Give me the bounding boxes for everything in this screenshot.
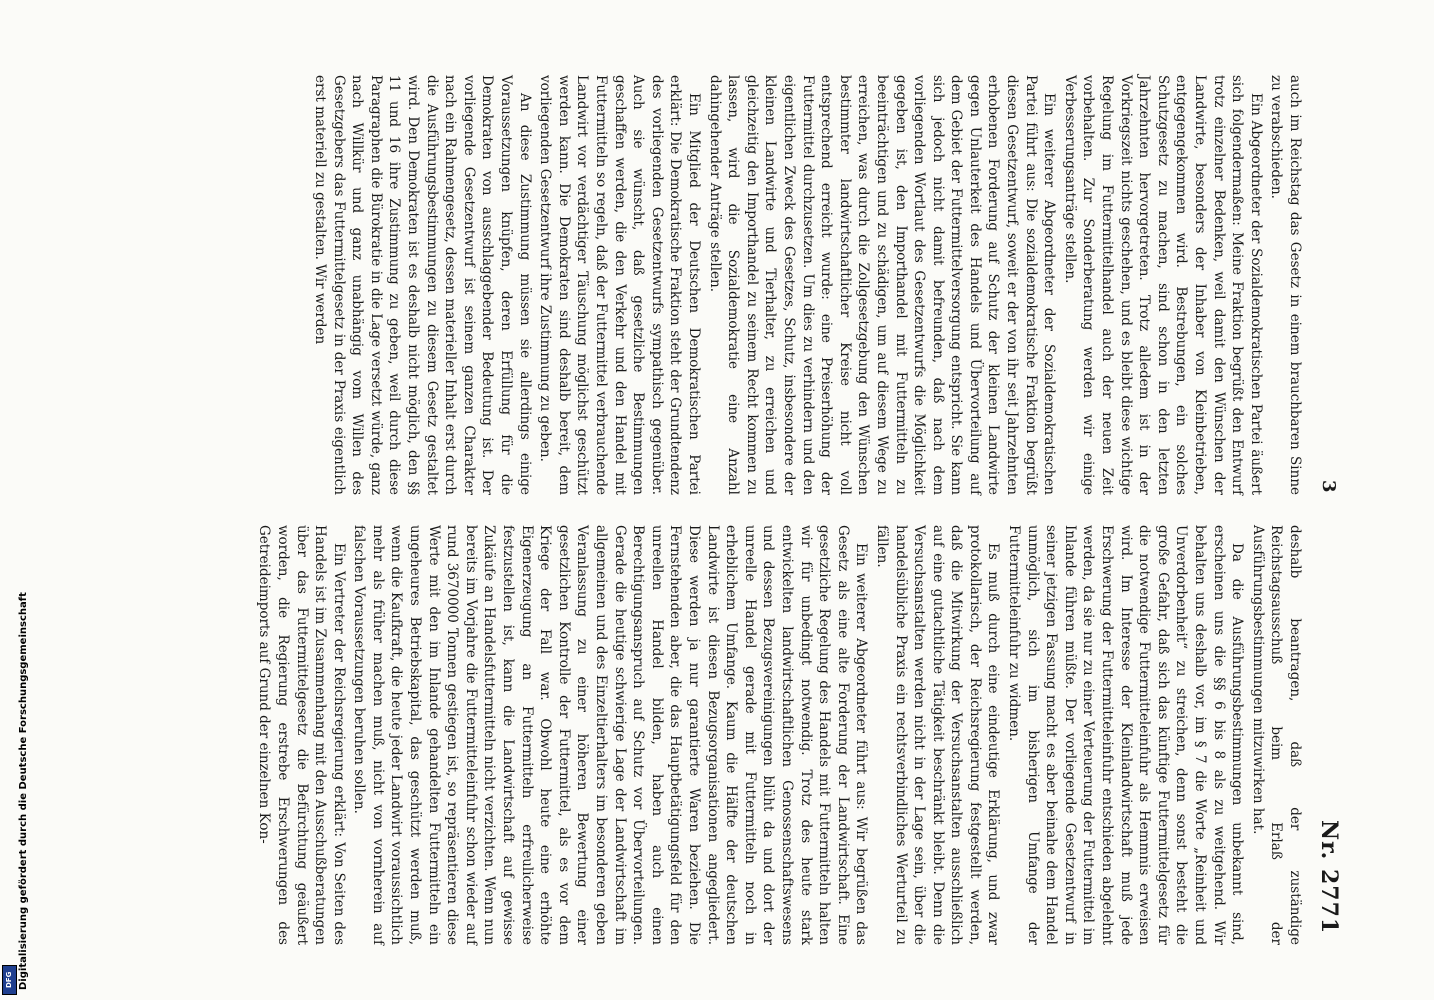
paragraph: Ein Mitglied der Deutschen Demokratischen Partei erklärt: Die Demokratische Fraktion steht der Grundtendenz des vorliegenden Gesetzentwurfs sympathisch gegenüber. Auch sie wünscht, daß gesetzliche Bestimmungen geschaffen werden, die den Verkehr und den Handel mit Futtermitteln so regeln, daß der Futtermittel verbrauchende Landwirt vor verdächtiger Täuschung möglichst geschützt werden kann. Die Demokraten sind deshalb bereit, dem vorliegenden Gesetzentwurf ihre Zustimmung zu geben. — [537, 75, 702, 495]
paragraph: Ein Abgeordneter der Sozialdemokratischen Partei äußert sich folgendermaßen: Meine Fraktion begrüßt den Entwurf trotz einzelner Bedenken, weil damit den Wünschen der Landwirte, besonders der Inhaber von Kleinbetrieben, entgegengekommen wird. Bestrebungen, ein solches Schutzgesetz zu machen, sind schon in den letzten Jahrzehnten hervorgetreten. Trotz alledem ist in der Vorkriegszeit nichts geschehen, und es bleibt diese wichtige Regelung im Futtermittelhandel auch der neuen Zeit vorbehalten. Zur Sonderberatung werden wir einige Verbesserungsanträge stellen. — [1061, 75, 1264, 495]
paragraph: An diese Zustimmung müssen sie allerdings einige Voraussetzungen knüpfen, deren Erfüllung für die Demokraten von ausschlaggebender Bedeutung ist. Der vorliegende Gesetzentwurf ist seinem ganzen Charakter nach ein Rahmengesetz, dessen materieller Inhalt erst durch die Ausführungsbestimmungen zu diesem Gesetz gestaltet wird. Den Demokraten ist es deshalb nicht möglich, den §§ 11 und 16 ihre Zustimmung zu geben, weil durch diese Paragraphen die Bürokratie in die Lage versetzt würde, ganz nach Willkür und ganz unabhängig vom Willen des Gesetzgebers das Futtermittelgesetz in der Praxis eigentlich erst materiell zu gestalten. Wir werden — [312, 75, 533, 495]
page-number: 3 — [1318, 480, 1339, 493]
paragraph: Ein Vertreter der Reichsregierung erklärt: Von Seiten des Handels ist im Zusammenhang mit den Ausschußberatungen über das Futtermittelgesetz die Befürchtung geäußert worden, die Regierung erstrebe Erschwerungen des Getreideimports auf Grund der einzelnen Kon- — [256, 525, 347, 945]
digitization-footer — [0, 0, 30, 1000]
drucksache-number: Nr. 2771 — [1316, 820, 1342, 935]
left-column — [309, 75, 1304, 495]
paragraph: Ein weiterer Abgeordneter führt aus: Wir begrüßen das Gesetz als eine alte Forderung der Landwirtschaft. Eine gesetzliche Regelung des Handels mit Futtermitteln halten wir für unbedingt notwendig. Trotz des heute stark entwickelten landwirtschaftlichen Genossenschaftswesens und dessen Bezugsvereinigungen blüht da und dort der unreelle Handel gerade mit Futtermitteln noch in erheblichem Umfange. Kaum die Hälfte der deutschen Landwirte ist diesen Bezugsorganisationen angegliedert. Diese werden ja nur garantierte Waren beziehen. Die Fernstehenden aber, die das Hauptbetätigungsfeld für den unreellen Handel bilden, haben auch einen Berechtigungsanspruch auf Schutz vor Übervorteilungen. Gerade die heutige schwierige Lage der Landwirtschaft im allgemeinen und des Einzeltierhalters im besonderen geben Veranlassung zu einer höheren Bewertung einer gesetzlichen Kontrolle der Futtermittel, als es vor dem Kriege der Fall war. Obwohl heute eine erhöhte Eigenerzeugung an Futtermitteln erfreulicherweise festzustellen ist, kann die Landwirtschaft auf gewisse Zukäufe an Handelsfuttermitteln nicht verzichten. Wenn nun bereits im Vorjahre die Futtermitteleinfuhr schon wieder auf rund 3670000 Tonnen gestiegen ist, so repräsentieren diese Werte mit den im Inlande gehandelten Futtermitteln ein ungeheures Betriebskapital, das geschützt werden muß, wenn die Kaufkraft, die heute jeder Landwirt voraussichtlich mehr als früher machen muß, nicht von vornherein auf falschen Voraussetzungen beruhen sollen. — [351, 525, 870, 945]
dfg-logo-icon — [2, 965, 17, 995]
paragraph: Da die Ausführungsbestimmungen unbekannt sind, erscheinen uns die §§ 6 bis 8 als zu weitgehend. Wir behalten uns deshalb vor, im § 7 die Worte „Reinheit und Unverdorbenheit“ zu streichen, denn sonst besteht die große Gefahr, daß sich das künftige Futtermittelgesetz für die notwendige Futtermitteleinfuhr als Hemmnis erweisen wird. Im Interesse der Kleinlandwirtschaft muß jede Erschwerung der Futtermitteleinfuhr entschieden abgelehnt werden, da sie nur zu einer Verteuerung der Futtermittel im Inlande führen müßte. Der vorliegende Gesetzentwurf in seiner jetzigen Fassung macht es aber beinahe dem Handel unmöglich, sich im bisherigen Umfange der Futtermitteleinfuhr zu widmen. — [1006, 525, 1246, 945]
dfg-logo-text: DFG — [5, 971, 13, 989]
footer-credit: Digitalisierung gefördert durch die Deutsche Forschungsgemeinschaft — [18, 592, 29, 990]
paragraph: Es muß durch eine eindeutige Erklärung, und zwar protokollarisch, der Reichsregierung festgestellt werden, daß die Mitwirkung der Versuchsanstalten ausschließlich auf eine gutachtliche Tätigkeit beschränkt bleibt. Denn die Versuchsanstalten werden nicht in der Lage sein, über die handelsübliche Praxis ein rechtsverbindliches Werturteil zu fällen. — [873, 525, 1002, 945]
paragraph: deshalb beantragen, daß der zuständige Reichstagsausschuß beim Erlaß der Ausführungsbestimmungen mitzuwirken hat. — [1249, 525, 1303, 945]
paragraph: auch im Reichstag das Gesetz in einem brauchbaren Sinne zu verabschieden. — [1268, 75, 1303, 495]
right-column — [253, 525, 1304, 945]
paragraph: Ein weiterer Abgeordneter der Sozialdemokratischen Partei führt aus: Die sozialdemokratische Fraktion begrüßt diesen Gesetzentwurf, soweit er der von ihr seit Jahrzehnten erhobenen Forderung auf Schutz der kleinen Landwirte gegen Unlauterkeit des Handels und Übervorteilung auf dem Gebiet der Futtermittelversorgung entspricht. Sie kann sich jedoch nicht damit befreunden, daß nach dem vorliegenden Wortlaut des Gesetzentwurfs die Möglichkeit gegeben ist, den Importhandel mit Futtermitteln zu beeinträchtigen und zu schädigen, um auf diesem Wege zu erreichen, was durch die Zollgesetzgebung den Wünschen bestimmter landwirtschaftlicher Kreise nicht voll entsprechend erreicht wurde: eine Preiserhöhung der Futtermittel durchzusetzen. Um dies zu verhindern und den eigentlichen Zweck des Gesetzes, Schutz, insbesondere der kleinen Landwirte und Tierhalter, zu erreichen und gleichzeitig den Importhandel zu seinem Recht kommen zu lassen, wird die Sozialdemokratie eine Anzahl dahingehender Anträge stellen. — [706, 75, 1058, 495]
